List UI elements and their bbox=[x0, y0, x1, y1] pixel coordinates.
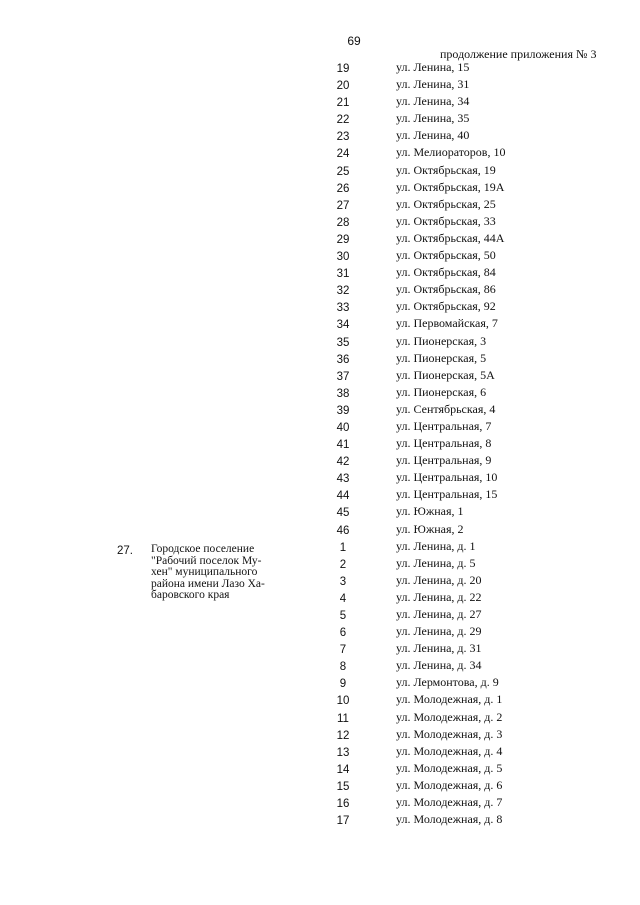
row-address: ул. Молодежная, д. 7 bbox=[396, 795, 503, 810]
address-row bbox=[0, 624, 640, 641]
row-number: 24 bbox=[336, 148, 350, 161]
address-row bbox=[0, 470, 640, 487]
row-number: 5 bbox=[339, 610, 347, 622]
address-row bbox=[0, 402, 640, 419]
address-row bbox=[0, 316, 640, 333]
row-number: 3 bbox=[339, 575, 347, 588]
row-number: 43 bbox=[336, 473, 350, 486]
row-address: ул. Центральная, 10 bbox=[396, 470, 498, 485]
address-row bbox=[0, 180, 640, 197]
address-row bbox=[0, 77, 640, 94]
address-row bbox=[0, 487, 640, 504]
address-row bbox=[0, 214, 640, 231]
address-row bbox=[0, 710, 640, 727]
row-address: ул. Молодежная, д. 1 bbox=[396, 692, 503, 707]
address-row bbox=[0, 539, 640, 556]
row-number: 46 bbox=[336, 524, 350, 537]
address-row bbox=[0, 299, 640, 316]
address-row bbox=[0, 573, 640, 590]
row-address: ул. Октябрьская, 33 bbox=[396, 213, 496, 228]
row-address: ул. Октябрьская, 44А bbox=[396, 230, 505, 245]
address-row bbox=[0, 504, 640, 521]
row-number: 21 bbox=[336, 97, 350, 110]
address-row bbox=[0, 692, 640, 709]
row-number: 45 bbox=[336, 507, 350, 520]
row-address: ул. Первомайская, 7 bbox=[396, 316, 498, 331]
row-address: ул. Центральная, 15 bbox=[396, 487, 498, 502]
row-address: ул. Пионерская, 3 bbox=[396, 333, 487, 348]
row-address: ул. Ленина, д. 27 bbox=[396, 607, 482, 621]
address-row bbox=[0, 128, 640, 145]
address-row bbox=[0, 60, 640, 77]
row-address: ул. Ленина, 15 bbox=[396, 60, 470, 74]
settlement-name: Городское поселение "Рабочий поселок Му-хен" муниципального района имени Лазо Ха-баровского края bbox=[151, 543, 265, 601]
row-number: 8 bbox=[339, 661, 347, 674]
address-row bbox=[0, 436, 640, 453]
row-address: ул. Ленина, 35 bbox=[396, 111, 470, 126]
row-address: ул. Октябрьская, 86 bbox=[396, 282, 496, 297]
row-number: 16 bbox=[336, 798, 350, 811]
row-address: ул. Октябрьская, 25 bbox=[396, 196, 496, 211]
row-address: ул. Южная, 2 bbox=[396, 521, 464, 536]
page-number: 69 bbox=[347, 34, 361, 48]
row-address: ул. Пионерская, 6 bbox=[396, 384, 487, 399]
row-address: ул. Молодежная, д. 4 bbox=[396, 743, 503, 758]
row-number: 9 bbox=[339, 678, 347, 691]
row-number: 13 bbox=[336, 746, 350, 759]
row-address: ул. Октябрьская, 50 bbox=[396, 248, 496, 263]
appendix-label: продолжение приложения № 3 bbox=[440, 47, 597, 61]
row-number: 20 bbox=[336, 80, 350, 93]
row-address: ул. Лермонтова, д. 9 bbox=[396, 675, 499, 690]
row-address: ул. Октябрьская, 19 bbox=[396, 162, 496, 177]
row-address: ул. Центральная, 8 bbox=[396, 436, 492, 451]
row-number: 4 bbox=[339, 592, 347, 605]
address-row bbox=[0, 727, 640, 744]
row-address: ул. Октябрьская, 92 bbox=[396, 299, 496, 314]
row-number: 7 bbox=[339, 644, 347, 657]
address-row bbox=[0, 675, 640, 692]
address-row bbox=[0, 385, 640, 402]
row-number: 26 bbox=[336, 182, 350, 195]
address-row bbox=[0, 282, 640, 299]
row-number: 10 bbox=[336, 695, 350, 708]
address-row bbox=[0, 453, 640, 470]
row-number: 44 bbox=[336, 490, 350, 503]
address-row bbox=[0, 197, 640, 214]
address-row bbox=[0, 761, 640, 778]
row-address: ул. Ленина, д. 31 bbox=[396, 641, 482, 656]
row-address: ул. Ленина, д. 5 bbox=[396, 555, 476, 570]
address-row bbox=[0, 778, 640, 795]
row-number: 37 bbox=[336, 370, 350, 383]
row-address: ул. Ленина, д. 34 bbox=[396, 658, 482, 673]
row-address: ул. Пионерская, 5А bbox=[396, 367, 495, 382]
row-number: 2 bbox=[339, 558, 347, 571]
address-row bbox=[0, 556, 640, 573]
row-number: 40 bbox=[336, 421, 350, 434]
row-number: 23 bbox=[336, 131, 350, 144]
row-number: 19 bbox=[336, 63, 350, 75]
address-row bbox=[0, 145, 640, 162]
address-row bbox=[0, 368, 640, 385]
address-row bbox=[0, 163, 640, 180]
row-number: 27 bbox=[336, 199, 350, 212]
row-address: ул. Молодежная, д. 6 bbox=[396, 777, 503, 792]
address-row bbox=[0, 419, 640, 436]
row-number: 14 bbox=[336, 763, 350, 776]
row-address: ул. Южная, 1 bbox=[396, 504, 464, 519]
address-row bbox=[0, 641, 640, 658]
row-address: ул. Сентябрьская, 4 bbox=[396, 401, 496, 416]
row-address: ул. Октябрьская, 84 bbox=[396, 265, 496, 280]
row-number: 17 bbox=[336, 815, 350, 828]
row-address: ул. Ленина, д. 29 bbox=[396, 624, 482, 639]
row-address: ул. Ленина, 34 bbox=[396, 94, 470, 109]
row-number: 29 bbox=[336, 233, 350, 246]
row-number: 1 bbox=[339, 541, 347, 554]
row-number: 11 bbox=[337, 712, 349, 725]
address-row bbox=[0, 812, 640, 829]
address-row bbox=[0, 658, 640, 675]
address-row bbox=[0, 111, 640, 128]
row-number: 34 bbox=[336, 319, 350, 332]
address-row bbox=[0, 795, 640, 812]
address-row bbox=[0, 522, 640, 539]
row-number: 42 bbox=[336, 456, 350, 469]
row-number: 28 bbox=[336, 216, 350, 229]
row-number: 41 bbox=[336, 439, 350, 452]
row-address: ул. Молодежная, д. 8 bbox=[396, 812, 503, 827]
row-number: 30 bbox=[336, 251, 350, 264]
address-row bbox=[0, 248, 640, 265]
address-row bbox=[0, 351, 640, 368]
row-address: ул. Мелиораторов, 10 bbox=[396, 145, 506, 160]
address-row bbox=[0, 607, 640, 624]
row-address: ул. Центральная, 7 bbox=[396, 418, 492, 433]
row-number: 22 bbox=[336, 114, 350, 127]
row-number: 39 bbox=[336, 404, 350, 417]
row-address: ул. Ленина, д. 22 bbox=[396, 589, 482, 604]
row-address: ул. Ленина, д. 20 bbox=[396, 572, 482, 587]
row-number: 33 bbox=[336, 302, 350, 315]
address-list bbox=[0, 60, 640, 829]
row-number: 36 bbox=[336, 353, 350, 366]
row-address: ул. Молодежная, д. 3 bbox=[396, 726, 503, 741]
group-number: 27. bbox=[117, 545, 133, 557]
address-row bbox=[0, 744, 640, 761]
row-address: ул. Центральная, 9 bbox=[396, 453, 492, 468]
row-address: ул. Пионерская, 5 bbox=[396, 350, 487, 365]
row-address: ул. Ленина, 31 bbox=[396, 77, 470, 92]
address-row bbox=[0, 265, 640, 282]
row-address: ул. Октябрьская, 19А bbox=[396, 179, 505, 194]
row-address: ул. Ленина, д. 1 bbox=[396, 538, 476, 553]
address-row bbox=[0, 334, 640, 351]
row-number: 15 bbox=[336, 780, 350, 793]
row-address: ул. Ленина, 40 bbox=[396, 128, 470, 143]
row-number: 25 bbox=[336, 165, 350, 178]
row-address: ул. Молодежная, д. 5 bbox=[396, 760, 503, 775]
row-number: 6 bbox=[339, 627, 347, 640]
row-number: 38 bbox=[336, 387, 350, 400]
address-row bbox=[0, 590, 640, 607]
row-number: 35 bbox=[336, 336, 350, 349]
row-number: 32 bbox=[336, 285, 350, 298]
row-number: 31 bbox=[336, 268, 350, 281]
address-row bbox=[0, 231, 640, 248]
address-row bbox=[0, 94, 640, 111]
row-number: 12 bbox=[336, 729, 350, 742]
row-address: ул. Молодежная, д. 2 bbox=[396, 709, 503, 724]
